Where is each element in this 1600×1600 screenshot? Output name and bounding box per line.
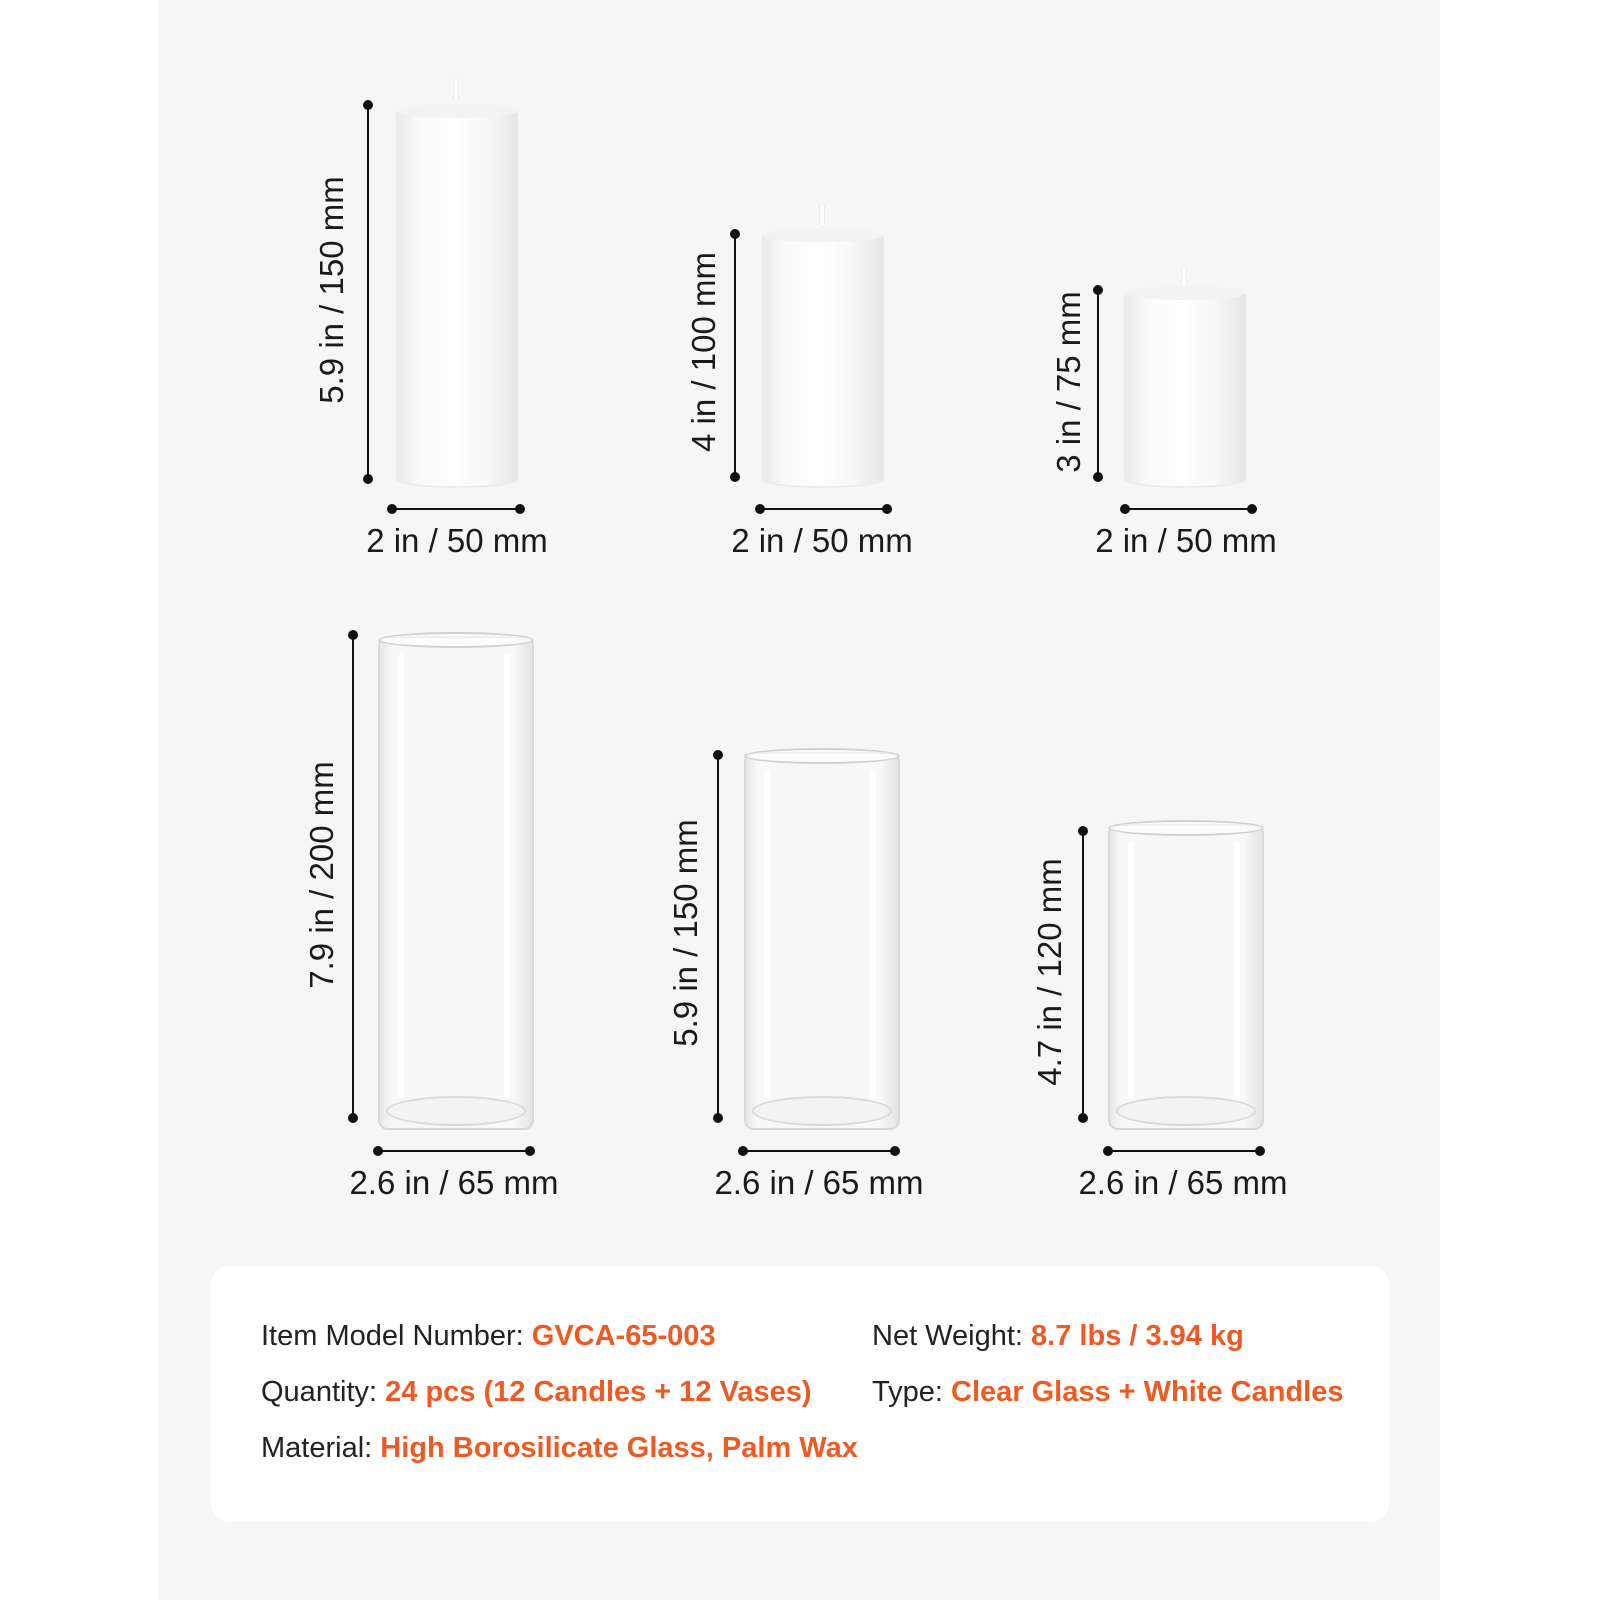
candle-top <box>762 228 884 242</box>
dimension-end-dot <box>890 1146 900 1156</box>
spec-type-key: Type: <box>872 1376 951 1408</box>
candle-short-height-label: 3 in / 75 mm <box>1050 291 1087 473</box>
dimension-end-dot <box>1078 1113 1088 1123</box>
vase-tall-height-label: 7.9 in / 200 mm <box>303 761 340 989</box>
spec-weight-key: Net Weight: <box>872 1320 1032 1352</box>
vase-base <box>386 1096 526 1126</box>
dimension-end-dot <box>363 474 373 484</box>
spec-type <box>872 1376 1343 1409</box>
candle-wick <box>1182 266 1186 288</box>
vase-body <box>1108 824 1264 1130</box>
spec-quantity-key: Quantity: <box>261 1376 386 1408</box>
vase-base <box>1116 1096 1256 1126</box>
spec-material-value: High Borosilicate Glass, Palm Wax <box>380 1432 858 1464</box>
spec-model <box>261 1320 716 1353</box>
glass-vase-tall <box>378 636 534 1130</box>
vase-highlight <box>1128 842 1134 1098</box>
width-dimension-line <box>1108 1150 1258 1152</box>
spec-model-key: Item Model Number: <box>261 1320 532 1352</box>
dimension-end-dot <box>1255 1146 1265 1156</box>
candle-tall <box>396 78 520 488</box>
vase-tall-width-label: 2.6 in / 65 mm <box>349 1164 559 1201</box>
height-dimension-line <box>352 635 354 1117</box>
candle-tall-width-label: 2 in / 50 mm <box>366 522 548 559</box>
spec-quantity <box>261 1376 812 1409</box>
vase-highlight <box>1234 842 1240 1098</box>
spec-material-key: Material: <box>261 1432 381 1464</box>
dimension-end-dot <box>882 504 892 514</box>
candle-medium-width-label: 2 in / 50 mm <box>731 522 913 559</box>
glass-vase-short <box>1108 824 1264 1130</box>
height-dimension-line <box>367 105 369 478</box>
candle-short <box>1124 266 1248 488</box>
glass-vase-medium <box>744 752 900 1130</box>
vase-body <box>378 636 534 1130</box>
candle-tall-height-label: 5.9 in / 150 mm <box>313 176 350 404</box>
vase-highlight <box>764 770 770 1098</box>
height-dimension-line <box>1097 290 1099 476</box>
candle-body <box>396 104 518 486</box>
dimension-end-dot <box>730 472 740 482</box>
candle-body <box>762 228 884 486</box>
candle-wick <box>820 204 824 226</box>
width-dimension-line <box>743 1150 893 1152</box>
vase-highlight <box>398 654 404 1098</box>
vase-highlight <box>504 654 510 1098</box>
spec-material <box>261 1432 858 1465</box>
dimension-end-dot <box>1093 472 1103 482</box>
vase-medium-width-label: 2.6 in / 65 mm <box>714 1164 924 1201</box>
dimension-end-dot <box>348 1113 358 1123</box>
candle-wick <box>454 78 458 100</box>
height-dimension-line <box>717 755 719 1117</box>
candle-top <box>1124 286 1246 300</box>
vase-rim <box>744 748 900 764</box>
vase-rim <box>1108 820 1264 836</box>
candle-medium-height-label: 4 in / 100 mm <box>685 252 722 452</box>
spec-card <box>211 1266 1389 1522</box>
spec-type-value: Clear Glass + White Candles <box>951 1376 1344 1408</box>
vase-medium-height-label: 5.9 in / 150 mm <box>667 819 704 1047</box>
vase-highlight <box>870 770 876 1098</box>
vase-rim <box>378 632 534 648</box>
dimension-end-dot <box>515 504 525 514</box>
width-dimension-line <box>378 1150 528 1152</box>
candle-top <box>396 104 518 118</box>
spec-quantity-value: 24 pcs (12 Candles + 12 Vases) <box>385 1376 812 1408</box>
candle-medium <box>762 204 886 488</box>
dimension-end-dot <box>713 1113 723 1123</box>
width-dimension-line <box>1125 508 1251 510</box>
spec-model-value: GVCA-65-003 <box>531 1320 716 1352</box>
candle-short-width-label: 2 in / 50 mm <box>1095 522 1277 559</box>
width-dimension-line <box>392 508 518 510</box>
vase-body <box>744 752 900 1130</box>
vase-base <box>752 1096 892 1126</box>
height-dimension-line <box>734 234 736 476</box>
dimension-end-dot <box>1247 504 1257 514</box>
width-dimension-line <box>760 508 886 510</box>
vase-short-width-label: 2.6 in / 65 mm <box>1078 1164 1288 1201</box>
height-dimension-line <box>1082 831 1084 1117</box>
candle-body <box>1124 286 1246 486</box>
vase-short-height-label: 4.7 in / 120 mm <box>1031 858 1068 1086</box>
spec-weight <box>872 1320 1244 1353</box>
spec-weight-value: 8.7 lbs / 3.94 kg <box>1031 1320 1244 1352</box>
dimension-end-dot <box>525 1146 535 1156</box>
